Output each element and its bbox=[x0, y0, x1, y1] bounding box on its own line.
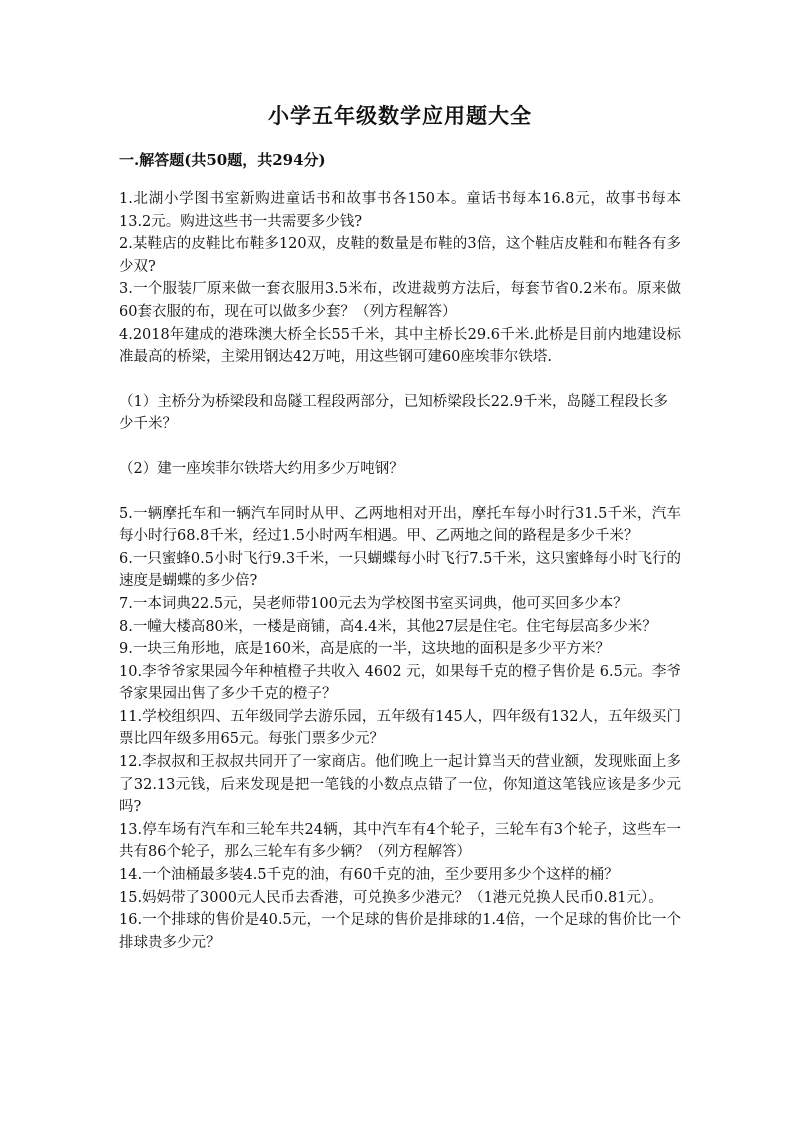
question-12: 12.李叔叔和王叔叔共同开了一家商店。他们晚上一起计算当天的营业额，发现账面上多了32.13元钱，后来发现是把一笔钱的小数点点错了一位，你知道这笔钱应该是多少元吗? bbox=[119, 754, 681, 816]
section-heading: 一.解答题(共50题，共294分) bbox=[119, 151, 326, 169]
question-15: 15.妈妈带了3000元人民币去香港，可兑换多少港元？（1港元兑换人民币0.81元）。 bbox=[119, 889, 663, 906]
question-13: 13.停车场有汽车和三轮车共24辆，其中汽车有4个轮子，三轮车有3个轮子，这些车一共有86个轮子，那么三轮车有多少辆？（列方程解答） bbox=[119, 821, 681, 861]
question-4-part-2: （2）建一座埃菲尔铁塔大约用多少万吨钢？ bbox=[119, 460, 404, 477]
question-2: 2.某鞋店的皮鞋比布鞋多120双，皮鞋的数量是布鞋的3倍，这个鞋店皮鞋和布鞋各有多少双? bbox=[119, 236, 681, 275]
question-16: 16.一个排球的售价是40.5元，一个足球的售价是排球的1.4倍，一个足球的售价比一个排球贵多少元？ bbox=[119, 912, 681, 951]
question-9: 9.一块三角形地，底是160米，高是底的一半，这块地的面积是多少平方米？ bbox=[119, 641, 611, 658]
question-5: 5.一辆摩托车和一辆汽车同时从甲、乙两地相对开出，摩托车每小时行31.5千米，汽车每小时行68.8千米，经过1.5小时两车相遇。甲、乙两地之间的路程是多少千米？ bbox=[119, 505, 681, 545]
question-4: 4.2018年建成的港珠澳大桥全长55千米，其中主桥长29.6千米.此桥是目前内地建设标准最高的桥梁，主梁用钢达42万吨，用这些钢可建60座埃菲尔铁塔. bbox=[119, 326, 681, 366]
question-10: 10.李爷爷家果园今年种植橙子共收入 4602 元，如果每千克的橙子售价是 6.5元。李爷爷家果园出售了多少千克的橙子？ bbox=[119, 663, 681, 703]
question-4-part-1: （1）主桥分为桥梁段和岛隧工程段两部分，已知桥梁段长22.9千米，岛隧工程段长多少千米？ bbox=[119, 393, 669, 433]
question-7: 7.一本词典22.5元，吴老师带100元去为学校图书室买词典，他可买回多少本？ bbox=[119, 595, 628, 612]
question-6: 6.一只蜜蜂0.5小时飞行9.3千米，一只蝴蝶每小时飞行7.5千米，这只蜜蜂每小时飞行的速度是蝴蝶的多少倍? bbox=[119, 550, 681, 590]
question-3: 3.一个服装厂原来做一套衣服用3.5米布，改进裁剪方法后，每套节省0.2米布。原来做60套衣服的布，现在可以做多少套？（列方程解答） bbox=[119, 281, 681, 320]
question-8: 8.一幢大楼高80米，一楼是商铺，高4.4米，其他27层是住宅。住宅每层高多少米？ bbox=[119, 618, 657, 635]
question-1: 1.北湖小学图书室新购进童话书和故事书各150本。童话书每本16.8元，故事书每本13.2元。购进这些书一共需要多少钱? bbox=[119, 191, 681, 230]
page-title: 小学五年级数学应用题大全 bbox=[268, 103, 532, 128]
question-list bbox=[119, 188, 681, 954]
question-11: 11.学校组织四、五年级同学去游乐园，五年级有145人，四年级有132人，五年级买门票比四年级多用65元。每张门票多少元？ bbox=[119, 708, 681, 748]
question-14: 14.一个油桶最多装4.5千克的油，有60千克的油，至少要用多少个这样的桶？ bbox=[119, 867, 619, 884]
